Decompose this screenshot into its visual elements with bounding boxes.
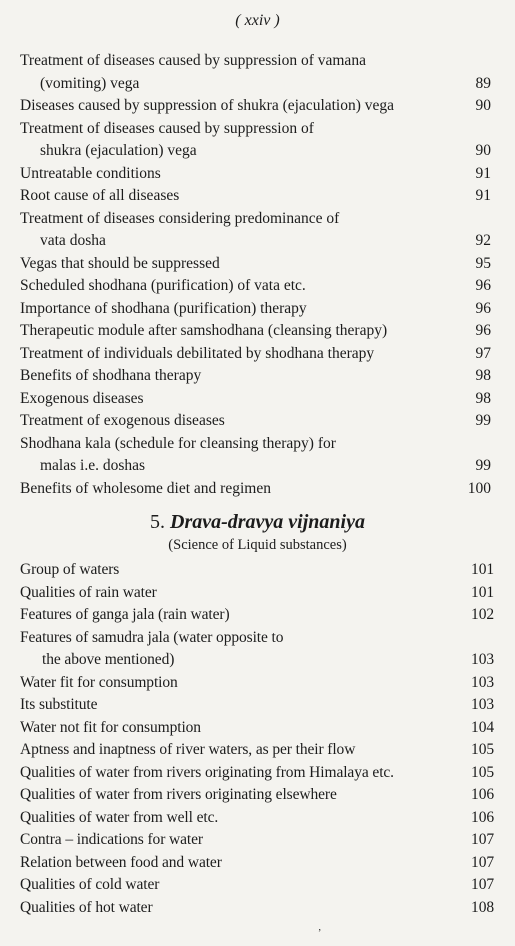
toc-entry-page: 105 — [471, 741, 494, 758]
toc-entry-title: Features of ganga jala (rain water) — [20, 606, 230, 623]
toc-entry-page: 103 — [471, 673, 494, 691]
toc-entry — [20, 50, 494, 95]
toc-entry-page: 96 — [475, 299, 491, 317]
toc-entry — [20, 897, 494, 920]
toc-entry — [20, 118, 494, 163]
toc-entry — [20, 95, 494, 118]
toc-entry-title: vata dosha — [40, 232, 106, 249]
toc-entry-page: 108 — [471, 898, 494, 916]
toc-entry — [20, 829, 494, 852]
toc-entry — [20, 604, 494, 627]
toc-entry — [20, 739, 494, 762]
toc-entry — [20, 298, 494, 321]
toc-entry — [20, 163, 494, 186]
toc-entry — [20, 694, 494, 717]
toc-entry — [20, 253, 494, 276]
toc-entry-title: Qualities of rain water — [20, 583, 157, 601]
toc-entry — [20, 365, 494, 388]
toc-entry — [20, 559, 494, 582]
toc-entry — [20, 185, 494, 208]
toc-entry-title: Features of samudra jala (water opposite to — [20, 628, 284, 646]
section-heading — [0, 510, 515, 534]
toc-entry-title: Exogenous diseases — [20, 389, 144, 407]
toc-entry — [20, 672, 494, 695]
toc-entry-title: Benefits of wholesome diet and regimen — [20, 479, 271, 497]
scan-mark: ʼ — [318, 928, 322, 939]
toc-entry-page: 104 — [471, 718, 494, 736]
toc-entry-title: Treatment of diseases considering predominance of — [20, 209, 340, 227]
toc-entry-title: Qualities of water from well etc. — [20, 808, 219, 826]
toc-entry — [20, 784, 494, 807]
toc-list-part1 — [20, 50, 494, 500]
toc-entry — [20, 433, 494, 478]
section-number: 5. — [150, 511, 165, 533]
toc-entry-page: 103 — [471, 651, 494, 668]
section-subtitle: (Science of Liquid substances) — [168, 537, 347, 553]
toc-entry-page: 105 — [471, 763, 494, 781]
toc-entry-title: Qualities of cold water — [20, 876, 160, 893]
toc-entry-page: 107 — [471, 876, 494, 893]
page-number: ( xxiv ) — [235, 12, 280, 29]
toc-entry-page: 92 — [475, 232, 491, 249]
toc-entry-page: 100 — [467, 479, 491, 497]
toc-entry-page: 102 — [471, 606, 494, 623]
toc-entry — [20, 208, 494, 253]
toc-entry-page: 98 — [475, 389, 491, 407]
toc-entry-title: Treatment of diseases caused by suppression of — [20, 119, 314, 137]
toc-entry-title: Water fit for consumption — [20, 673, 178, 691]
toc-entry-page: 99 — [475, 412, 491, 429]
toc-entry-page: 90 — [475, 97, 491, 114]
toc-entry — [20, 627, 494, 672]
toc-entry-title: Vegas that should be suppressed — [20, 254, 220, 272]
toc-entry-title: the above mentioned) — [42, 651, 175, 668]
toc-entry — [20, 478, 494, 501]
toc-entry-title: Therapeutic module after samshodhana (cleansing therapy) — [20, 322, 388, 339]
toc-entry — [20, 582, 494, 605]
toc-entry — [20, 762, 494, 785]
toc-entry-title: Diseases caused by suppression of shukra (ejaculation) vega — [20, 97, 395, 114]
toc-entry-page: 97 — [475, 344, 491, 362]
toc-entry-page: 95 — [475, 254, 491, 272]
toc-entry-title: Benefits of shodhana therapy — [20, 367, 202, 384]
toc-entry-title: Water not fit for consumption — [20, 718, 201, 736]
toc-entry — [20, 410, 494, 433]
toc-entry-title: Group of waters — [20, 561, 120, 578]
toc-entry-page: 96 — [475, 277, 491, 294]
toc-entry-title: Shodhana kala (schedule for cleansing therapy) for — [20, 434, 336, 452]
toc-entry — [20, 717, 494, 740]
toc-entry-page: 99 — [475, 457, 491, 474]
toc-entry-title: Treatment of individuals debilitated by shodhana therapy — [20, 344, 375, 362]
toc-entry-title: Qualities of water from rivers originating elsewhere — [20, 786, 337, 803]
toc-entry-title: (vomiting) vega — [40, 74, 140, 92]
toc-entry-title: Importance of shodhana (purification) therapy — [20, 299, 307, 317]
toc-entry — [20, 320, 494, 343]
toc-entry — [20, 874, 494, 897]
toc-entry-title: Treatment of diseases caused by suppression of vamana — [20, 52, 366, 69]
toc-entry-title: Treatment of exogenous diseases — [20, 412, 225, 429]
toc-entry-page: 106 — [471, 786, 494, 803]
toc-entry-title: Contra – indications for water — [20, 831, 203, 848]
toc-entry — [20, 343, 494, 366]
toc-entry-title: malas i.e. doshas — [40, 457, 146, 474]
toc-entry-page: 107 — [471, 853, 494, 871]
toc-entry-title: Scheduled shodhana (purification) of vata etc. — [20, 277, 306, 294]
toc-entry-page: 103 — [471, 696, 494, 713]
toc-entry-page: 101 — [471, 583, 494, 601]
toc-entry-title: Its substitute — [20, 696, 98, 713]
toc-entry — [20, 852, 494, 875]
toc-entry-title: Relation between food and water — [20, 853, 222, 871]
toc-entry-title: Root cause of all diseases — [20, 187, 180, 204]
toc-entry-title: Aptness and inaptness of river waters, as per their flow — [20, 741, 356, 758]
toc-entry-title: Qualities of water from rivers originating from Himalaya etc. — [20, 763, 394, 781]
toc-entry-page: 91 — [475, 164, 491, 182]
toc-entry — [20, 275, 494, 298]
toc-list-part2 — [20, 559, 494, 919]
section-title: Drava-dravya vijnaniya — [170, 511, 365, 533]
toc-entry-page: 106 — [471, 808, 494, 826]
toc-entry — [20, 807, 494, 830]
toc-entry-page: 98 — [475, 367, 491, 384]
toc-entry-title: Untreatable conditions — [20, 164, 161, 182]
toc-entry-page: 96 — [475, 322, 491, 339]
toc-entry-page: 107 — [471, 831, 494, 848]
toc-entry-page: 91 — [475, 187, 491, 204]
toc-entry-page: 101 — [471, 561, 494, 578]
toc-entry-title: Qualities of hot water — [20, 898, 153, 916]
toc-entry-page: 90 — [475, 142, 491, 159]
toc-entry-page: 89 — [475, 74, 491, 92]
toc-entry — [20, 388, 494, 411]
toc-entry-title: shukra (ejaculation) vega — [40, 142, 197, 159]
